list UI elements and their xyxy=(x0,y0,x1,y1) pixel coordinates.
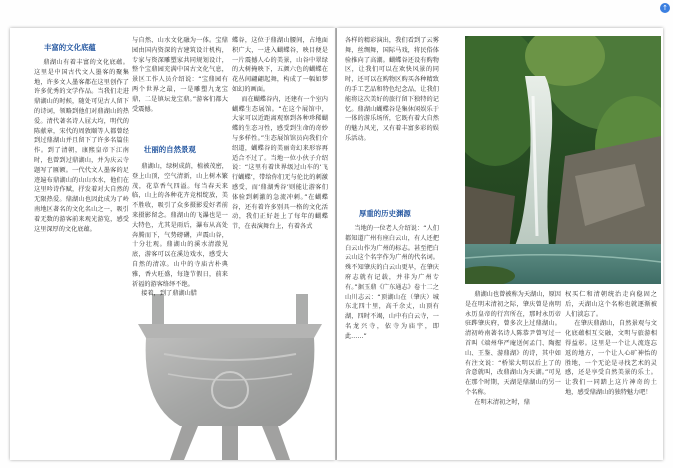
column-history xyxy=(345,224,439,458)
column-scenery xyxy=(132,162,228,458)
paragraph: 与自然、山水文化融为一体。宝鼎园由国内资深的古建筑设计机构，专家与资深雕塑家共同规划设计，整个宝鼎园充满中国古文化气息，景区工作人员介绍说：“宝鼎园有两个世界之最，一是雕塑九龙宝鼎，二是镇坛龙宝鼎。”游客们都大受震撼。 xyxy=(132,37,228,113)
heading-history: 厚重的历史渊源 xyxy=(359,209,411,218)
waterfall-photo xyxy=(465,36,661,284)
column-culture xyxy=(34,58,129,458)
heading-scenery: 壮丽的自然景观 xyxy=(144,145,196,154)
left-page xyxy=(10,28,335,460)
paragraph: 在明末清初之时，鼎 xyxy=(474,398,530,406)
right-page xyxy=(337,28,663,460)
heading-culture: 丰富的文化底蕴 xyxy=(44,43,96,52)
column-tianhu xyxy=(465,290,561,458)
paragraph: 而在蝴蝶谷内，还建有一个室内蝴蝶生态展馆。“在这个展馆中，大家可以近距离观察到各种珍稀蝴蝶的生态习性，感受到生命的奇妙与多样性。”生态展馆馆员向我们介绍道，蝴蝶谷的美丽奇幻来形容再适合不过了。当地一位小伙子介绍说：“这里有着世界级过山车的‘飞行蝴蝶’，带给你们无与伦比的刺激感受，而‘鼎湖秀谷’则能让游客们体验到刺激的急流冲刺。”在蝴蝶谷，还有着许多别具一格的文化活动，我们正好赶上了每年的蝴蝶节，在表演舞台上，有着各式 xyxy=(232,95,328,231)
paragraph: 在肇庆鼎湖山，自然景观与文化底蕴相互交融，文明与旅游相得益彰。这里是一个让人流连忘返的地方，一个让人心旷神怡的胜地，一个无论是寻找艺术的灵感，还是享受自然美景的乐土。让我们一同踏上这片神奇的土地，感受鼎湖山的独特魅力吧！ xyxy=(565,320,657,396)
paragraph: 蝶谷，这位于鼎湖山腰间，占地面积广大，一进入蝴蝶谷，映目便是一片震撼人心的美景，山谷中翠绿的大树掩映下，五颜六色的蝴蝶在花丛间翩翩起舞，构成了一幅如梦如幻的画面。 xyxy=(232,37,328,93)
column-conclusion xyxy=(565,290,657,458)
paragraph: 接着，到了鼎湖山腊 xyxy=(141,290,197,298)
column-butterfly-cont xyxy=(345,36,439,202)
paragraph: 鼎湖山有着丰富的文化底蕴。这里是中国古代文人墨客的聚集地，许多文人墨客都在这里创作了许多优秀的文学作品。当我们走进鼎湖山的时候，随处可见古人留下的诗词，领略到他们对鼎湖山的热爱。清代著名诗人屈大均，明代的陈献章，宋代的周敦颐等人都曾经到过鼎湖山并且留下了许多名篇佳作。到了清朝，康熙皇帝下江南时，也曾到过鼎湖山，并为庆云寺题写了匾额。一代代文人墨客的足迹遍布鼎湖山的山山水水，他们在这里吟诗作赋，抒发着对大自然的无限热爱。鼎湖山也因此成为了岭南地区著名的文化名山之一，吸引着无数的游客前来观光游览，感受这里深厚的文化底蕴。 xyxy=(34,59,129,233)
column-baoding xyxy=(132,36,228,132)
paragraph: 鼎湖山，绿树成荫，植被茂密，登上山顶，空气清新，山上树木繁茂，花草香气四溢。每当春天来临，山上的各种花卉竞相绽放，美不胜收，吸引了众多摄影爱好者前来摄影留念。鼎湖山的飞瀑也是一大特色，尤其是雨后，瀑布从高处奔腾而下，气势磅礴，声震山谷，十分壮观。鼎湖山的溪水清澈见底，游客可以在溪边戏水，感受大自然的清凉。山中的寺庙古朴典雅，香火旺盛，每逢节假日，前来祈福的游客络绎不绝。 xyxy=(132,163,228,288)
paragraph: 当地的一位老人介绍说：“人们都知道广州有座白云山，有人还把白云山作为广州的标志。甚至把白云山这个名字作为广州的代名词。殊不知肇庆的白云山更早，在肇庆府志就有记载，并非为广州专有。”据玉鼎《广东通志》卷十二之山川志云：“顶湖山在（肇庆）城东北四十里，高千余丈，山顶有湖，四时不竭，山中有白云寺，一名龙兴寺，依寺为庙宇，即此……” xyxy=(345,225,439,340)
paragraph: 鼎湖山也曾被称为天湖山，原因是在明末清初之际，肇庆曾是南明永历皇帝的行宫所在，那时永历帝驻跸肇庆府，曾多次上过鼎湖山。清初岭南著名诗人陈恭尹曾写过一首叫《端州华严庵送何孟门、陶握山、王鉴、游鼎湖》的诗，其中如有注文说：“桥梁大明以后上了的含意就叫，改鼎湖山为天湖。”可见在那个时期，天湖是鼎湖山的另一个名称。 xyxy=(465,291,561,396)
paragraph: 权买仁和清朝统治走向稳固之后，天湖山这个名称也就逐渐被人们淡忘了。 xyxy=(565,291,657,318)
info-icon[interactable]: ↑ xyxy=(660,3,670,13)
column-butterfly xyxy=(232,36,328,318)
paragraph: 各样的精彩演出，我们看到了云雾舞，丝绸舞，国际马戏，将民俗体验推向了高潮。蝴蝶谷还设有购物区，让我们可以在欢快风景的同时，还可以在购物区购买各种精致的手工艺品和特色纪念品，让我们能将这次美好的旅行留下独特的记忆。鼎湖山蝴蝶谷是集休闲娱乐于一体的游乐场所，它既有着大自然的魅力风光，又有着丰富多彩的娱乐活动。 xyxy=(345,37,439,142)
